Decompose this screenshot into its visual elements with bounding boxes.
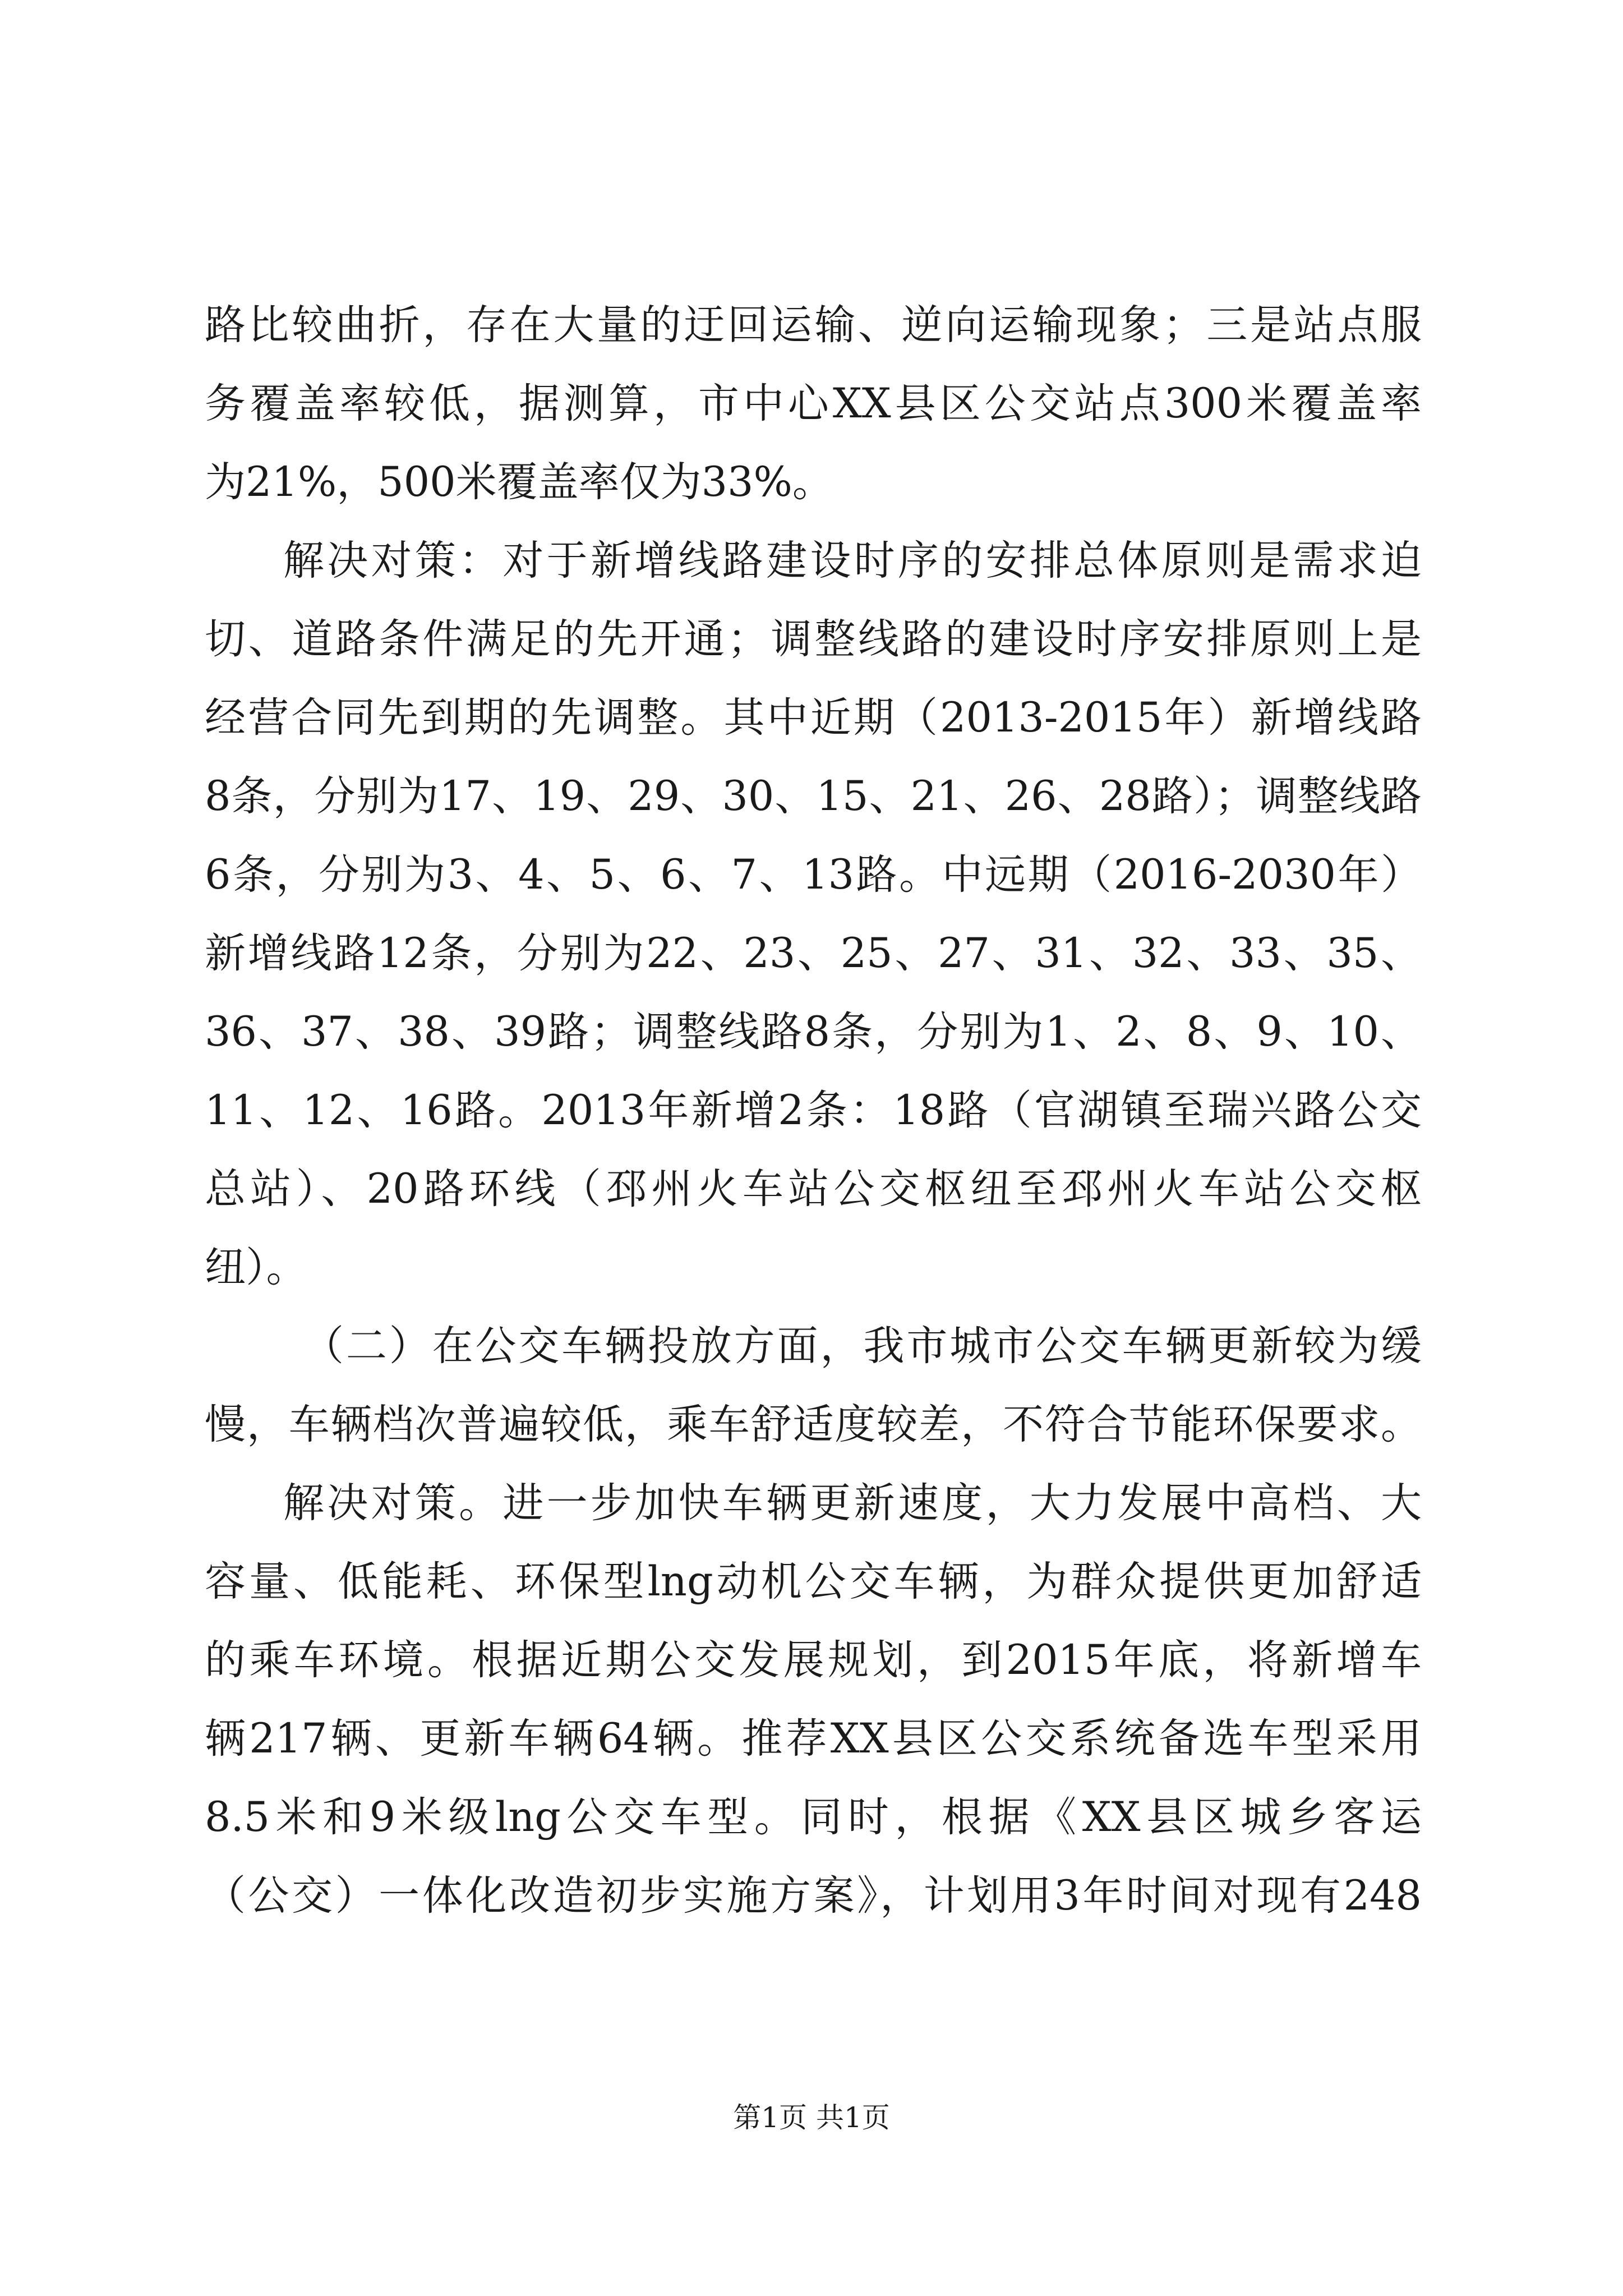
text-line: 的乘车环境。根据近期公交发展规划，到2015年底，将新增车: [205, 1636, 1422, 1684]
text-line: 务覆盖率较低，据测算，市中心XX县区公交站点300米覆盖率: [205, 380, 1422, 427]
text-line: 6条，分别为3、4、5、6、7、13路。中远期（2016-2030年）: [205, 851, 1422, 899]
text-line: 新增线路12条，分别为22、23、25、27、31、32、33、35、: [205, 930, 1422, 977]
text-line: （公交）一体化改造初步实施方案》，计划用3年时间对现有248: [205, 1872, 1422, 1920]
text-line: 纽）。: [205, 1244, 307, 1291]
text-line: 36、37、38、39路；调整线路8条，分别为1、2、8、9、10、: [205, 1008, 1422, 1056]
text-line: 容量、低能耗、环保型lng动机公交车辆，为群众提供更加舒适: [205, 1558, 1422, 1605]
text-line: 切、道路条件满足的先开通；调整线路的建设时序安排原则上是: [205, 615, 1422, 663]
text-line: 解决对策：对于新增线路建设时序的安排总体原则是需求迫: [283, 537, 1422, 585]
text-line: 8.5米和9米级lng公交车型。同时，根据《XX县区城乡客运: [205, 1793, 1422, 1841]
text-line: 11、12、16路。2013年新增2条：18路（官湖镇至瑞兴路公交: [205, 1087, 1422, 1134]
body-text: [205, 286, 1422, 1935]
text-line: 为21%，500米覆盖率仅为33%。: [205, 458, 833, 506]
text-line: 辆217辆、更新车辆64辆。推荐XX县区公交系统备选车型采用: [205, 1715, 1422, 1763]
text-line: （二）在公交车辆投放方面，我市城市公交车辆更新较为缓: [303, 1322, 1422, 1370]
text-line: 8条，分别为17、19、29、30、15、21、26、28路）；调整线路: [205, 772, 1422, 820]
page-footer: 第1页 共1页: [733, 2101, 890, 2134]
text-line: 解决对策。进一步加快车辆更新速度，大力发展中高档、大: [283, 1479, 1422, 1527]
text-line: 路比较曲折，存在大量的迂回运输、逆向运输现象；三是站点服: [205, 301, 1422, 349]
text-line: 经营合同先到期的先调整。其中近期（2013-2015年）新增线路: [205, 694, 1422, 742]
text-line: 总站）、20路环线（邳州火车站公交枢纽至邳州火车站公交枢: [205, 1165, 1422, 1213]
text-line: 慢，车辆档次普遍较低，乘车舒适度较差，不符合节能环保要求。: [205, 1401, 1422, 1448]
